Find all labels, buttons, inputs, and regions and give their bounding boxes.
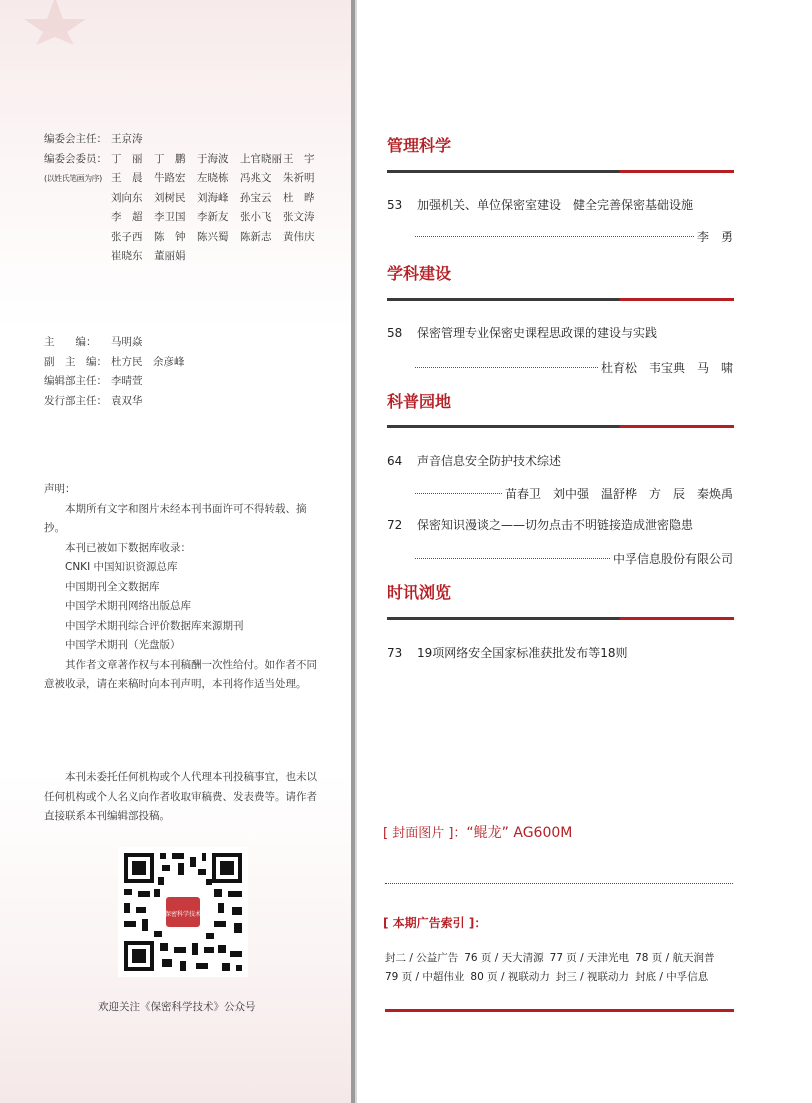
board-row: [44, 152, 326, 166]
board-row: [44, 191, 326, 205]
member-name: 陈 钟: [154, 231, 186, 243]
qr-logo-text: 保密科学技术: [164, 911, 202, 918]
author-names: 苗春卫 刘中强 温舒桦 方 辰 秦焕禹: [504, 487, 733, 501]
editor-row: [44, 355, 185, 369]
article-entry[interactable]: [387, 644, 628, 661]
member-name: 张小飞: [240, 211, 272, 223]
editor-row: [44, 374, 143, 388]
editor-value: 李晴萱: [111, 375, 143, 387]
article-title: 19项网络安全国家标准获批发布等18则: [417, 646, 628, 660]
cover-label: [ 封面图片 ]：: [383, 826, 467, 841]
member-name: 上官晓丽: [240, 153, 282, 165]
member-name: 王 晨: [111, 172, 143, 184]
board-row: [44, 210, 326, 224]
section-title: 科普园地: [387, 392, 452, 411]
member-name: 刘海峰: [197, 192, 229, 204]
section-rule: [387, 617, 734, 620]
member-name: 董丽娟: [154, 250, 186, 262]
statement-paragraph: 其作者文章著作权与本刊稿酬一次性给付。如作者不同意被收录，请在来稿时向本刊声明，本刊将作适当处理。: [44, 658, 317, 690]
member-name: 李新友: [197, 211, 229, 223]
dotted-separator: [385, 883, 733, 884]
article-entry[interactable]: [387, 196, 693, 213]
editor-value: 杜方民 余彦峰: [111, 356, 185, 368]
article-title: 保密管理专业保密史课程思政课的建设与实践: [417, 326, 658, 340]
page-number: 58: [387, 326, 403, 340]
qr-code-icon: [118, 847, 248, 977]
member-name: 孙宝云: [240, 192, 272, 204]
member-name: 朱祈明: [283, 172, 315, 184]
editor-value: 马明焱: [111, 336, 143, 348]
section-rule: [387, 425, 734, 428]
ad-entry: 79 页 / 中超伟业: [385, 971, 465, 983]
editor-label: 主 编：: [44, 336, 97, 348]
article-authors: [415, 485, 733, 502]
editor-label: 编辑部主任：: [44, 375, 107, 387]
bottom-rule: [385, 1009, 734, 1012]
database-item: 中国期刊全文数据库: [65, 580, 160, 593]
board-label: 编委会委员：: [44, 153, 107, 165]
ad-index-row: [385, 950, 720, 965]
page-number: 72: [387, 518, 403, 532]
ad-entry: 76 页 / 天大清源: [464, 952, 544, 964]
database-item: CNKI 中国知识资源总库: [65, 561, 178, 573]
statement-heading: 声明：: [44, 483, 76, 495]
board-row: [44, 132, 154, 146]
member-name: 黄伟庆: [283, 231, 315, 243]
editor-label: 副 主 编：: [44, 356, 107, 368]
page-number: 64: [387, 454, 403, 468]
author-names: 杜育松 韦宝典 马 啸: [600, 361, 733, 375]
dot-leader: [415, 558, 610, 559]
database-item: 中国学术期刊（光盘版）: [65, 639, 181, 651]
member-name: 牛路宏: [154, 172, 186, 184]
ad-entry: 78 页 / 航天润普: [635, 952, 715, 964]
dot-leader: [415, 367, 598, 368]
ad-entry: 封三 / 视联动力: [555, 971, 630, 983]
ad-entry: 封底 / 中孚信息: [635, 971, 709, 983]
member-name: 于海波: [197, 153, 229, 165]
board-label: (以姓氏笔画为序): [44, 174, 102, 183]
section-title: 学科建设: [387, 264, 452, 283]
star-watermark: [20, 0, 90, 45]
board-label: 编委会主任：: [44, 133, 107, 145]
page-number: 53: [387, 198, 403, 212]
member-name: 刘向东: [111, 192, 143, 204]
section-title: 管理科学: [387, 136, 452, 155]
article-authors: [415, 550, 733, 567]
article-authors: [415, 228, 733, 245]
page-number: 73: [387, 646, 403, 660]
section-rule: [387, 298, 734, 301]
ad-entry: 封二 / 公益广告: [385, 952, 459, 964]
submission-notice: [44, 768, 324, 827]
editor-row: [44, 394, 143, 408]
member-name: 左晓栋: [197, 172, 229, 184]
database-item: 中国学术期刊综合评价数据库来源期刊: [65, 619, 244, 632]
ad-index-row: [385, 969, 714, 984]
ad-entry: 80 页 / 视联动力: [470, 971, 550, 983]
section-title: 时讯浏览: [387, 583, 452, 602]
article-title: 声音信息安全防护技术综述: [417, 454, 562, 468]
member-name: 张子西: [111, 231, 143, 243]
board-row: [44, 230, 326, 244]
statement: [44, 480, 324, 695]
member-name: 李 超: [111, 211, 143, 223]
member-name: 李卫国: [154, 211, 186, 223]
notice-text: 本刊未委托任何机构或个人代理本刊投稿事宜，也未以任何机构或个人名义向作者收取审稿费、发表费等。请作者直接联系本刊编辑部投稿。: [44, 771, 317, 822]
qr-code[interactable]: [118, 847, 248, 977]
member-name: 陈兴蜀: [197, 231, 229, 243]
member-name: 崔晓东: [111, 250, 143, 262]
editor-label: 发行部主任：: [44, 395, 107, 407]
statement-paragraph: 本刊已被如下数据库收录：: [65, 541, 191, 554]
dot-leader: [415, 236, 694, 237]
ad-index-heading: [ 本期广告索引 ]：: [383, 916, 487, 930]
member-name: 丁 丽: [111, 153, 143, 165]
center-divider-shadow: [355, 0, 357, 1103]
article-title: 保密知识漫谈之——切勿点击不明链接造成泄密隐患: [417, 518, 694, 532]
member-name: 刘树民: [154, 192, 186, 204]
editor-value: 袁双华: [111, 395, 143, 407]
article-entry[interactable]: [387, 324, 657, 341]
database-item: 中国学术期刊网络出版总库: [65, 600, 191, 612]
article-entry[interactable]: [387, 452, 561, 469]
author-names: 李 勇: [696, 230, 733, 244]
article-entry[interactable]: [387, 516, 693, 533]
article-title: 加强机关、单位保密室建设 健全完善保密基础设施: [417, 198, 694, 212]
statement-paragraph: 本期所有文字和图片未经本刊书面许可不得转载、摘抄。: [44, 502, 307, 534]
ad-entry: 77 页 / 天津光电: [549, 952, 630, 964]
cover-value: “鲲龙” AG600M: [466, 825, 573, 841]
board-row: [44, 249, 197, 263]
member-name: 王京涛: [111, 133, 143, 145]
section-rule: [387, 170, 734, 173]
member-name: 王 宇: [283, 153, 315, 165]
editor-row: [44, 335, 143, 349]
qr-caption: 欢迎关注《保密科学技术》公众号: [98, 1001, 256, 1013]
member-name: 丁 鹏: [154, 153, 186, 165]
board-row: [44, 171, 326, 186]
cover-image-caption: [383, 822, 572, 842]
author-names: 中孚信息股份有限公司: [612, 552, 733, 566]
member-name: 张文涛: [283, 211, 315, 223]
dot-leader: [415, 493, 502, 494]
member-name: 杜 晔: [283, 192, 315, 204]
member-name: 陈新志: [240, 231, 272, 243]
article-authors: [415, 359, 733, 376]
member-name: 冯兆文: [240, 172, 272, 184]
